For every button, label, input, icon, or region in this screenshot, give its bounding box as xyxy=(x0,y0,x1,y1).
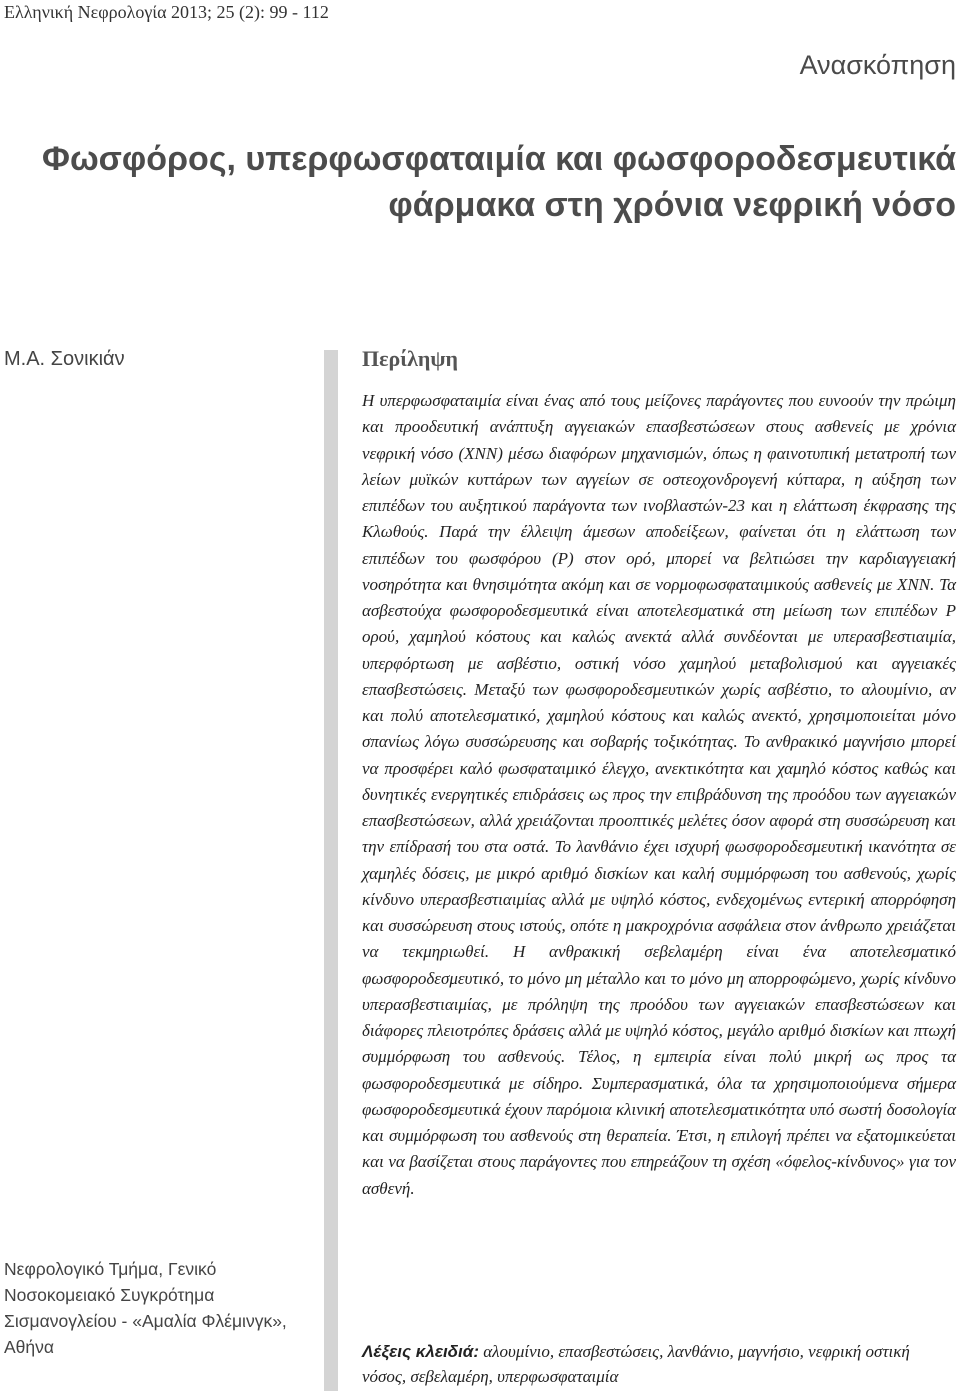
keywords xyxy=(362,1340,956,1389)
column-divider-bar xyxy=(324,350,338,1391)
section-label: Ανασκόπηση xyxy=(799,50,956,80)
journal-citation: Ελληνική Νεφρολογία 2013; 25 (2): 99 - 112 xyxy=(4,2,329,22)
keywords-list: αλουμίνιο, επασβεστώσεις, λανθάνιο, μαγνήσιο, νεφρική οστική νόσος, σεβελαμέρη, υπερφωσφαταιμία xyxy=(362,1342,910,1386)
author-name: Μ.Α. Σονικιάν xyxy=(4,348,125,370)
abstract-text: Η υπερφωσφαταιμία είναι ένας από τους μείζονες παράγοντες που ευνοούν την πρώιμη και προοδευτική ανάπτυξη αγγειακών επασβεστώσεων στους ασθενείς με χρόνια νεφρική νόσο (ΧΝΝ) μέσω διαφόρων μηχανισμών, όπως η φαινοτυπική μετατροπή των λείων μυϊκών κυττάρων των αγγείων σε οστεοχονδρογενή κύτταρα, η αύξηση των επιπέδων του αυξητικού παράγοντα των ινοβλαστών-23 και η ελάττωση έκφρασης της Κλωθούς. Παρά την έλλειψη άμεσων αποδείξεων, φαίνεται ότι η ελάττωση των επιπέδων του φωσφόρου (Ρ) στον ορό, μπορεί να βελτιώσει την καρδιαγγειακή νοσηρότητα και θνησιμότητα ακόμη και σε νορμοφωσφαταιμικούς ασθενείς με ΧΝΝ. Τα ασβεστούχα φωσφοροδεσμευτικά είναι αποτελεσματικά στη μείωση των επιπέδων Ρ ορού, χαμηλού κόστους και καλώς ανεκτά αλλά συνδέονται με υπερασβεστιαιμία, υπερφόρτωση με ασβέστιο, οστική νόσο χαμηλού μεταβολισμού και αγγειακές επασβεστώσεις. Μεταξύ των φωσφοροδεσμευτικών χωρίς ασβέστιο, το αλουμίνιο, αν και πολύ αποτελεσματικό, χαμηλού κόστους και καλώς ανεκτό, χρησιμοποιείται μόνο σπανίως λόγω συσσώρευσης και σοβαρής τοξικότητας. Το ανθρακικό μαγνήσιο μπορεί να προσφέρει καλό φωσφαταιμικό έλεγχο, ανεκτικότητα και χαμηλό κόστος καθώς και δυνητικές ενεργητικές επιδράσεις ως προς την επιβράδυνση της προόδου των αγγειακών επασβεστώσεων, αλλά χρειάζονται προοπτικές μελέτες όσον αφορά στη συσσώρευση και την επίδρασή του στα οστά. Το λανθάνιο έχει ισχυρή φωσφοροδεσμευτική ικανότητα σε χαμηλές δόσεις, με μικρό αριθμό δισκίων και καλή συμμόρφωση του ασθενούς, χωρίς κίνδυνο υπερασβεστιαιμίας αλλά με υψηλό κόστος, ενδεχομένως εντερική απορρόφηση και συσσώρευση στους ιστούς, οπότε η μακροχρόνια ασφάλεια στον άνθρωπο χρειάζεται να τεκμηριωθεί. Η ανθρακική σεβελαμέρη είναι ένα αποτελεσματικό φωσφοροδεσμευτικό, το μόνο μη μέταλλο και το μόνο μη απορροφώμενο, χωρίς κίνδυνο υπερασβεστιαιμίας, με πρόληψη της προόδου των αγγειακών επασβεστώσεων και διάφορες πλειοτρόπες δράσεις αλλά με υψηλό κόστος, μεγάλο αριθμό δισκίων και πτωχή συμμόρφωση του ασθενούς. Τέλος, η εμπειρία είναι πολύ μικρή ως προς τα φωσφοροδεσμευτικά με σίδηρο. Συμπερασματικά, όλα τα χρησιμοποιούμενα σήμερα φωσφοροδεσμευτικά έχουν παρόμοια κλινική αποτελεσματικότητα υπό σωστή δοσολογία και συμμόρφωση του ασθενούς στη θεραπεία. Έτσι, η επιλογή πρέπει να εξατομικεύεται και να βασίζεται στους παράγοντες που επηρεάζουν τη σχέση «όφελος-κίνδυνος» για τον ασθενή. xyxy=(362,391,956,1198)
author-affiliation: Νεφρολογικό Τμήμα, Γενικό Νοσοκομειακό Συγκρότημα Σισμανογλείου - «Αμαλία Φλέμινγκ», Αθήνα xyxy=(4,1259,287,1357)
article-title: Φωσφόρος, υπερφωσφαταιμία και φωσφοροδεσμευτικά φάρμακα στη χρόνια νεφρική νόσο xyxy=(42,140,956,224)
keywords-label: Λέξεις κλειδιά: xyxy=(362,1342,479,1361)
abstract-heading: Περίληψη xyxy=(362,346,459,371)
